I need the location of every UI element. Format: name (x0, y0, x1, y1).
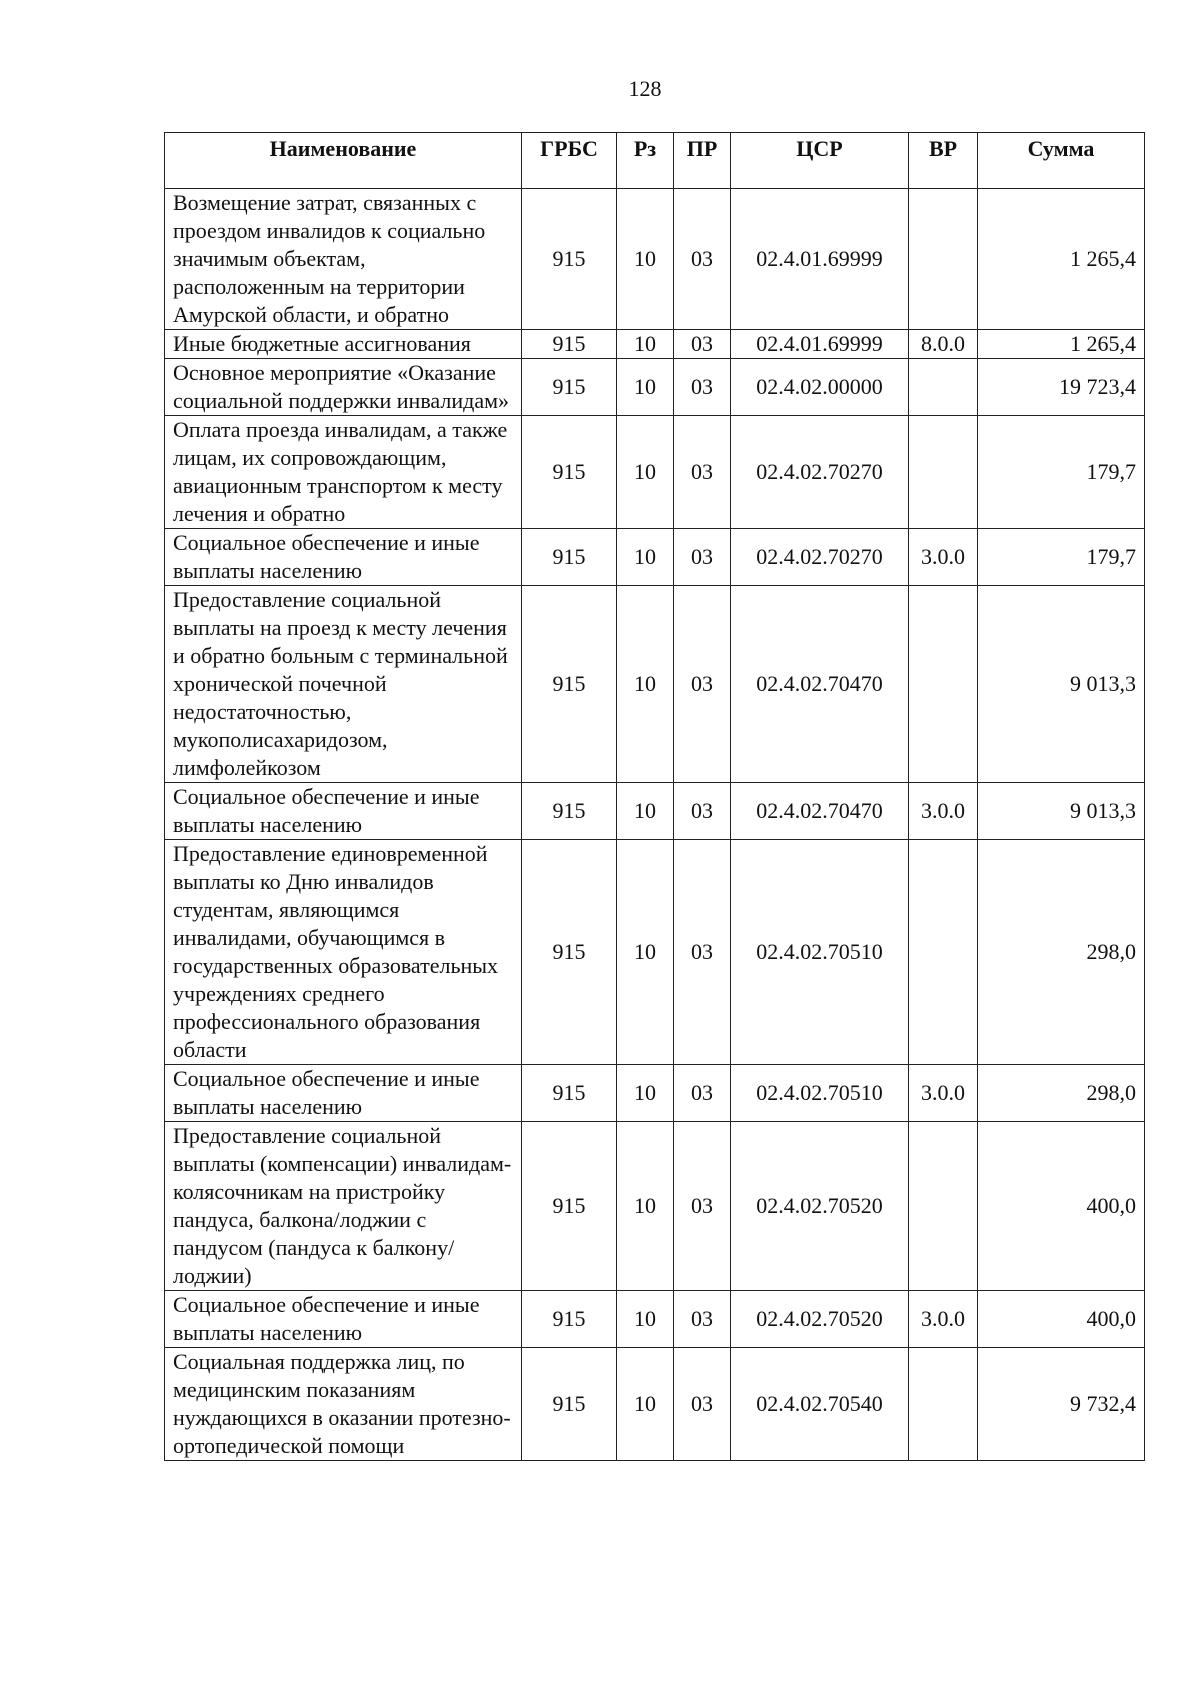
cell-pr: 03 (674, 1291, 731, 1348)
table-row (165, 783, 1145, 840)
cell-sum: 9 013,3 (978, 783, 1145, 840)
cell-rz: 10 (617, 1065, 674, 1122)
cell-grbs: 915 (522, 840, 617, 1065)
cell-rz: 10 (617, 416, 674, 529)
cell-rz: 10 (617, 1348, 674, 1461)
cell-grbs: 915 (522, 189, 617, 330)
cell-grbs: 915 (522, 1122, 617, 1291)
header-name: Наименование (165, 133, 522, 189)
header-grbs: ГРБС (522, 133, 617, 189)
cell-pr: 03 (674, 330, 731, 359)
cell-csr: 02.4.02.70520 (731, 1122, 909, 1291)
cell-sum: 179,7 (978, 416, 1145, 529)
cell-vr (909, 840, 978, 1065)
cell-sum: 9 013,3 (978, 586, 1145, 783)
header-sum: Сумма (978, 133, 1145, 189)
cell-grbs: 915 (522, 359, 617, 416)
cell-pr: 03 (674, 189, 731, 330)
cell-grbs: 915 (522, 586, 617, 783)
table-row (165, 1348, 1145, 1461)
cell-pr: 03 (674, 840, 731, 1065)
cell-vr: 3.0.0 (909, 783, 978, 840)
table-row (165, 359, 1145, 416)
cell-pr: 03 (674, 1122, 731, 1291)
cell-vr (909, 1348, 978, 1461)
cell-vr (909, 359, 978, 416)
cell-pr: 03 (674, 359, 731, 416)
cell-name: Социальное обеспечение и иные выплаты населению (165, 1065, 522, 1122)
cell-grbs: 915 (522, 330, 617, 359)
cell-grbs: 915 (522, 1348, 617, 1461)
cell-vr (909, 189, 978, 330)
cell-pr: 03 (674, 1348, 731, 1461)
cell-rz: 10 (617, 330, 674, 359)
cell-rz: 10 (617, 189, 674, 330)
cell-name: Социальная поддержка лиц, по медицинским показаниям нуждающихся в оказании протезно-ортопедической помощи (165, 1348, 522, 1461)
table-row (165, 416, 1145, 529)
cell-pr: 03 (674, 416, 731, 529)
cell-sum: 298,0 (978, 1065, 1145, 1122)
table-row (165, 330, 1145, 359)
cell-vr: 3.0.0 (909, 1291, 978, 1348)
cell-name: Возмещение затрат, связанных с проездом инвалидов к социально значимым объектам, расположенным на территории Амурской области, и обратно (165, 189, 522, 330)
cell-pr: 03 (674, 783, 731, 840)
cell-vr (909, 586, 978, 783)
cell-rz: 10 (617, 529, 674, 586)
cell-vr (909, 416, 978, 529)
cell-name: Основное мероприятие «Оказание социальной поддержки инвалидам» (165, 359, 522, 416)
cell-vr: 3.0.0 (909, 529, 978, 586)
cell-grbs: 915 (522, 529, 617, 586)
header-rz: Рз (617, 133, 674, 189)
cell-vr: 8.0.0 (909, 330, 978, 359)
cell-sum: 179,7 (978, 529, 1145, 586)
cell-sum: 1 265,4 (978, 189, 1145, 330)
table-row (165, 1122, 1145, 1291)
cell-csr: 02.4.02.70470 (731, 586, 909, 783)
cell-name: Оплата проезда инвалидам, а также лицам, их сопровождающим, авиационным транспортом к месту лечения и обратно (165, 416, 522, 529)
cell-name: Социальное обеспечение и иные выплаты населению (165, 1291, 522, 1348)
cell-sum: 400,0 (978, 1122, 1145, 1291)
cell-vr: 3.0.0 (909, 1065, 978, 1122)
table-row (165, 586, 1145, 783)
cell-name: Предоставление социальной выплаты (компенсации) инвалидам-колясочникам на пристройку пандуса, балкона/лоджии с пандусом (пандуса к балкону/лоджии) (165, 1122, 522, 1291)
page-number: 128 (628, 76, 662, 101)
cell-sum: 400,0 (978, 1291, 1145, 1348)
cell-grbs: 915 (522, 1065, 617, 1122)
table-row (165, 1065, 1145, 1122)
cell-rz: 10 (617, 783, 674, 840)
cell-csr: 02.4.01.69999 (731, 189, 909, 330)
cell-vr (909, 1122, 978, 1291)
cell-csr: 02.4.02.70270 (731, 416, 909, 529)
cell-sum: 9 732,4 (978, 1348, 1145, 1461)
cell-rz: 10 (617, 586, 674, 783)
cell-csr: 02.4.02.70270 (731, 529, 909, 586)
cell-sum: 19 723,4 (978, 359, 1145, 416)
cell-sum: 298,0 (978, 840, 1145, 1065)
cell-pr: 03 (674, 529, 731, 586)
cell-pr: 03 (674, 1065, 731, 1122)
cell-sum: 1 265,4 (978, 330, 1145, 359)
header-vr: ВР (909, 133, 978, 189)
cell-csr: 02.4.01.69999 (731, 330, 909, 359)
cell-csr: 02.4.02.70510 (731, 1065, 909, 1122)
table-row (165, 529, 1145, 586)
table-row (165, 1291, 1145, 1348)
table-row (165, 189, 1145, 330)
cell-csr: 02.4.02.70520 (731, 1291, 909, 1348)
cell-csr: 02.4.02.00000 (731, 359, 909, 416)
cell-name: Социальное обеспечение и иные выплаты населению (165, 783, 522, 840)
cell-csr: 02.4.02.70470 (731, 783, 909, 840)
cell-csr: 02.4.02.70510 (731, 840, 909, 1065)
cell-grbs: 915 (522, 783, 617, 840)
table-row (165, 840, 1145, 1065)
cell-name: Предоставление единовременной выплаты ко Дню инвалидов студентам, являющимся инвалидами, обучающимся в государственных образовательных учреждениях среднего профессионального образования области (165, 840, 522, 1065)
cell-name: Предоставление социальной выплаты на проезд к месту лечения и обратно больным с терминальной хронической почечной недостаточностью, мукополисахаридозом, лимфолейкозом (165, 586, 522, 783)
cell-csr: 02.4.02.70540 (731, 1348, 909, 1461)
header-csr: ЦСР (731, 133, 909, 189)
cell-grbs: 915 (522, 1291, 617, 1348)
cell-rz: 10 (617, 840, 674, 1065)
cell-rz: 10 (617, 1122, 674, 1291)
header-pr: ПР (674, 133, 731, 189)
cell-name: Социальное обеспечение и иные выплаты населению (165, 529, 522, 586)
table-header-row (165, 133, 1145, 189)
cell-rz: 10 (617, 359, 674, 416)
cell-pr: 03 (674, 586, 731, 783)
cell-rz: 10 (617, 1291, 674, 1348)
budget-table (164, 132, 1145, 1461)
cell-name: Иные бюджетные ассигнования (165, 330, 522, 359)
cell-grbs: 915 (522, 416, 617, 529)
